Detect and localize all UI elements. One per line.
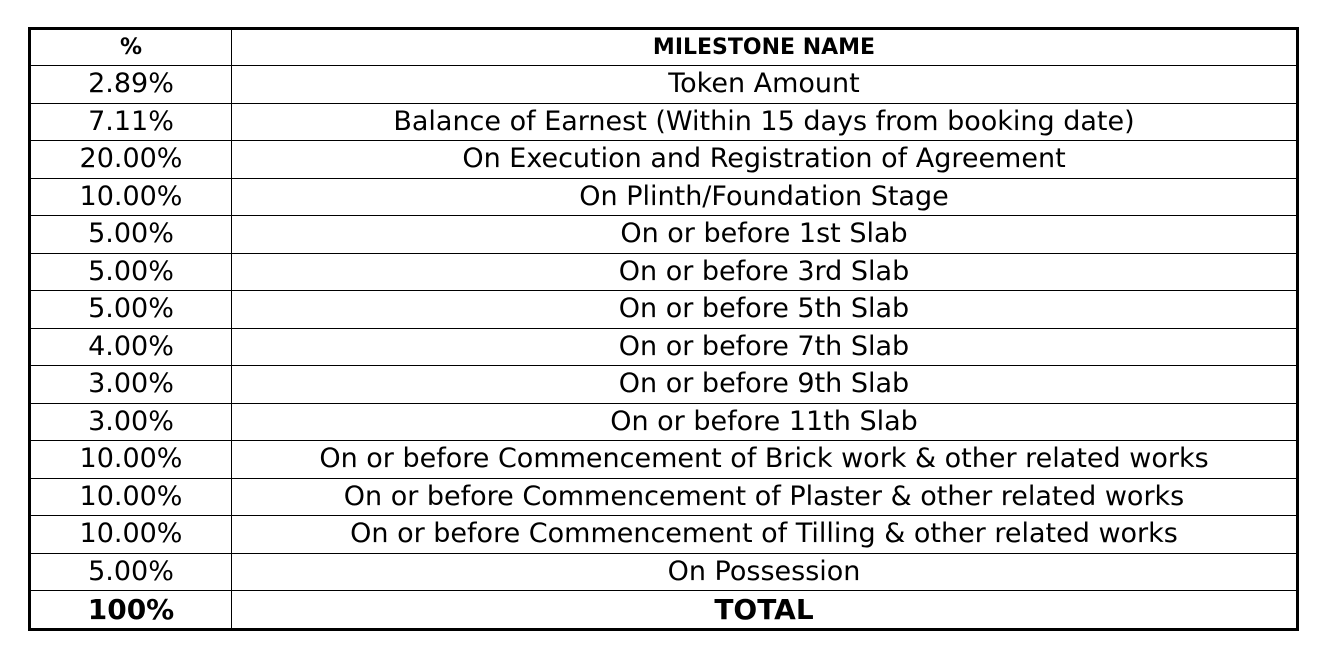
- milestone-cell: On or before 3rd Slab: [232, 253, 1298, 291]
- percent-cell: 7.11%: [30, 103, 232, 141]
- total-percent-cell: 100%: [30, 591, 232, 630]
- milestone-cell: On Plinth/Foundation Stage: [232, 178, 1298, 216]
- table-row: [30, 478, 1298, 516]
- table-row: [30, 253, 1298, 291]
- header-row: [30, 29, 1298, 66]
- percent-cell: 10.00%: [30, 178, 232, 216]
- milestone-cell: On Execution and Registration of Agreement: [232, 141, 1298, 179]
- table-row: [30, 103, 1298, 141]
- percent-cell: 10.00%: [30, 478, 232, 516]
- table-row: [30, 328, 1298, 366]
- table-row: [30, 441, 1298, 479]
- percent-cell: 5.00%: [30, 291, 232, 329]
- percent-cell: 4.00%: [30, 328, 232, 366]
- milestone-cell: On or before 1st Slab: [232, 216, 1298, 254]
- percent-cell: 2.89%: [30, 66, 232, 104]
- total-label-cell: TOTAL: [232, 591, 1298, 630]
- percent-cell: 5.00%: [30, 216, 232, 254]
- total-row: [30, 591, 1298, 630]
- table-row: [30, 216, 1298, 254]
- table-row: [30, 553, 1298, 591]
- table-row: [30, 366, 1298, 404]
- milestone-cell: On or before 9th Slab: [232, 366, 1298, 404]
- milestone-cell: On or before Commencement of Tilling & other related works: [232, 516, 1298, 554]
- percent-cell: 3.00%: [30, 403, 232, 441]
- percent-cell: 5.00%: [30, 253, 232, 291]
- percent-cell: 20.00%: [30, 141, 232, 179]
- milestone-cell: On or before 11th Slab: [232, 403, 1298, 441]
- milestone-cell: On or before Commencement of Brick work & other related works: [232, 441, 1298, 479]
- milestone-cell: On or before 5th Slab: [232, 291, 1298, 329]
- milestone-cell: Token Amount: [232, 66, 1298, 104]
- table-row: [30, 141, 1298, 179]
- milestone-cell: Balance of Earnest (Within 15 days from booking date): [232, 103, 1298, 141]
- percent-cell: 10.00%: [30, 516, 232, 554]
- milestone-cell: On or before 7th Slab: [232, 328, 1298, 366]
- percent-cell: 3.00%: [30, 366, 232, 404]
- table-row: [30, 516, 1298, 554]
- table-row: [30, 403, 1298, 441]
- percent-column-header: %: [30, 29, 232, 66]
- table-body: [30, 66, 1298, 630]
- table-header: [30, 29, 1298, 66]
- percent-cell: 5.00%: [30, 553, 232, 591]
- percent-cell: 10.00%: [30, 441, 232, 479]
- payment-schedule-table: [28, 27, 1299, 631]
- milestone-column-header: MILESTONE NAME: [232, 29, 1298, 66]
- table-row: [30, 291, 1298, 329]
- table-row: [30, 66, 1298, 104]
- milestone-cell: On Possession: [232, 553, 1298, 591]
- table-row: [30, 178, 1298, 216]
- milestone-cell: On or before Commencement of Plaster & other related works: [232, 478, 1298, 516]
